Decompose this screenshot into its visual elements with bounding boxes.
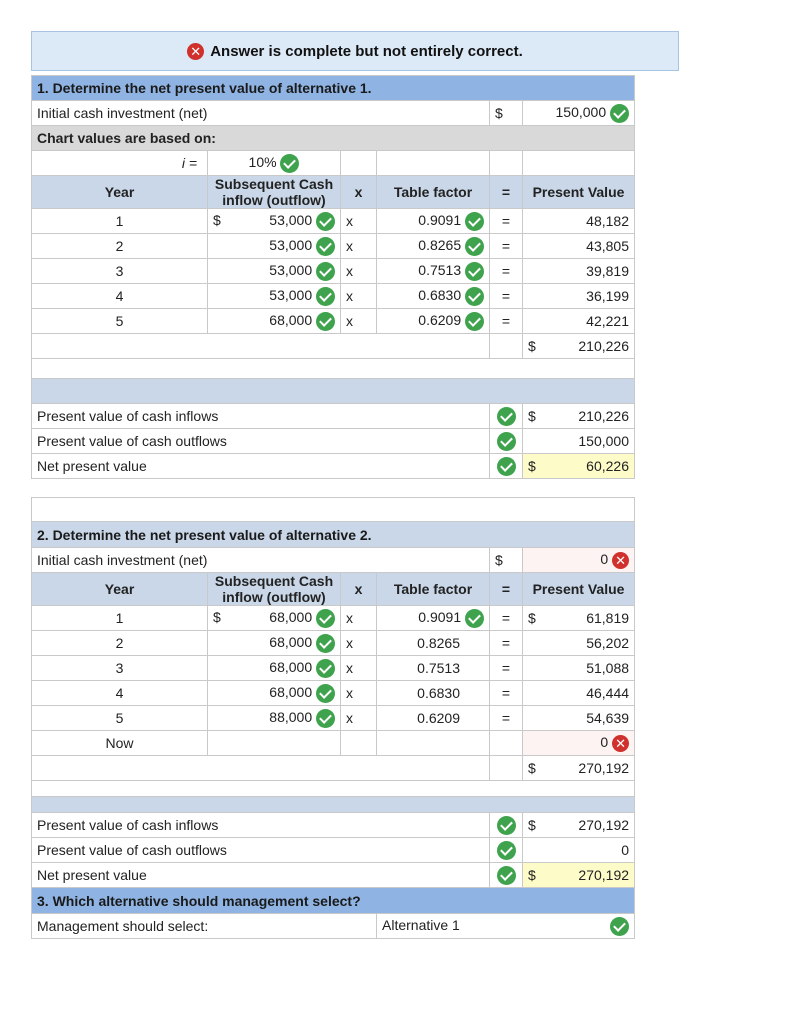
factor-value: 0.6830 <box>418 286 462 303</box>
cash-input[interactable] <box>208 259 341 284</box>
pv-value: 61,819 <box>586 610 630 626</box>
check-icon <box>316 684 335 703</box>
row-x: x <box>341 656 377 681</box>
row-year: 5 <box>32 309 208 334</box>
factor-value: 0.9091 <box>418 211 462 228</box>
factor-input[interactable] <box>377 209 490 234</box>
check-icon <box>610 917 629 936</box>
row-now: Now <box>32 731 208 756</box>
pv-value: 56,202 <box>523 631 635 656</box>
check-icon <box>465 609 484 628</box>
row-eq: = <box>490 631 523 656</box>
cash-value: 53,000 <box>269 286 313 303</box>
feedback-banner <box>31 31 679 71</box>
factor-input[interactable] <box>377 706 490 731</box>
check-icon <box>316 609 335 628</box>
total-value: 210,226 <box>578 338 629 354</box>
pv-outflows-input[interactable] <box>523 838 635 863</box>
alt2-table <box>31 497 635 939</box>
row-x: x <box>341 706 377 731</box>
cash-input[interactable] <box>208 631 341 656</box>
alt2-initial-dollar: $ <box>490 548 523 573</box>
cash-value: 53,000 <box>269 261 313 278</box>
check-icon <box>497 407 516 426</box>
alt1-initial-input[interactable] <box>523 101 635 126</box>
table-row <box>32 209 635 234</box>
row-x: x <box>341 681 377 706</box>
summary-value: 60,226 <box>586 458 629 474</box>
row-eq: = <box>490 681 523 706</box>
total-dollar: $ <box>528 338 536 354</box>
cash-input[interactable] <box>208 706 341 731</box>
factor-value: 0.7513 <box>417 660 460 676</box>
table-row <box>32 656 635 681</box>
alt1-table <box>31 75 635 479</box>
summary-value: 210,226 <box>578 408 629 424</box>
factor-input[interactable] <box>377 656 490 681</box>
row-eq: = <box>490 309 523 334</box>
table-row <box>32 234 635 259</box>
col-eq: = <box>490 573 523 606</box>
check-icon <box>316 287 335 306</box>
rate-label: i = <box>32 151 208 176</box>
rate-input[interactable] <box>208 151 341 176</box>
banner-message: Answer is complete but not entirely correct. <box>210 42 523 60</box>
now-input[interactable] <box>523 731 635 756</box>
check-icon <box>497 457 516 476</box>
row-eq: = <box>490 259 523 284</box>
table-row <box>32 681 635 706</box>
check-icon <box>316 312 335 331</box>
alt1-total <box>523 334 635 359</box>
row-eq: = <box>490 284 523 309</box>
col-factor: Table factor <box>377 176 490 209</box>
check-icon <box>316 634 335 653</box>
check-icon <box>497 816 516 835</box>
row-eq: = <box>490 606 523 631</box>
col-cash: Subsequent Cash inflow (outflow) <box>208 176 341 209</box>
row-x: x <box>341 209 377 234</box>
factor-input[interactable] <box>377 631 490 656</box>
factor-input[interactable] <box>377 681 490 706</box>
check-icon <box>497 866 516 885</box>
cash-input[interactable] <box>208 681 341 706</box>
incorrect-x-icon: ✕ <box>612 552 629 569</box>
factor-value: 0.6830 <box>417 685 460 701</box>
q3-label: Management should select: <box>32 914 377 939</box>
check-icon <box>465 262 484 281</box>
alt2-initial-label: Initial cash investment (net) <box>32 548 490 573</box>
incorrect-x-icon: ✕ <box>612 735 629 752</box>
table-row <box>32 631 635 656</box>
pv-outflows-label: Present value of cash outflows <box>32 838 490 863</box>
q3-select[interactable] <box>377 914 635 939</box>
total-value: 270,192 <box>578 760 630 776</box>
factor-value: 0.8265 <box>417 635 460 651</box>
cash-value: 68,000 <box>269 683 313 700</box>
row-dollar: $ <box>213 608 221 625</box>
pv-dollar: $ <box>528 610 536 626</box>
pv-value: 51,088 <box>523 656 635 681</box>
row-eq: = <box>490 209 523 234</box>
check-icon <box>316 659 335 678</box>
pv-value: 48,182 <box>523 209 635 234</box>
row-eq: = <box>490 706 523 731</box>
pv-value: 46,444 <box>523 681 635 706</box>
q3-answer: Alternative 1 <box>382 916 460 933</box>
row-year: 3 <box>32 259 208 284</box>
row-year: 3 <box>32 656 208 681</box>
table-row <box>32 284 635 309</box>
factor-value: 0.8265 <box>418 236 462 253</box>
check-icon <box>316 237 335 256</box>
row-x: x <box>341 631 377 656</box>
cash-value: 88,000 <box>269 708 313 725</box>
summary-value: 0 <box>621 842 630 858</box>
factor-value: 0.6209 <box>417 710 460 726</box>
npv-input[interactable] <box>523 863 635 888</box>
check-icon <box>465 287 484 306</box>
cash-input[interactable] <box>208 606 341 631</box>
row-x: x <box>341 259 377 284</box>
cash-input[interactable] <box>208 656 341 681</box>
factor-input[interactable] <box>377 309 490 334</box>
total-dollar: $ <box>528 760 536 776</box>
check-icon <box>465 312 484 331</box>
summary-value: 150,000 <box>578 433 629 449</box>
row-year: 2 <box>32 234 208 259</box>
pv-value: 42,221 <box>523 309 635 334</box>
row-year: 4 <box>32 681 208 706</box>
pv-outflows-label: Present value of cash outflows <box>32 429 490 454</box>
rate-value: 10% <box>248 153 277 170</box>
cash-value: 53,000 <box>269 236 313 253</box>
summary-dollar: $ <box>528 817 536 833</box>
pv-inflows-label: Present value of cash inflows <box>32 813 490 838</box>
cash-input[interactable] <box>208 234 341 259</box>
check-icon <box>316 709 335 728</box>
row-dollar: $ <box>213 211 221 228</box>
table-row <box>32 259 635 284</box>
row-eq: = <box>490 234 523 259</box>
table-row <box>32 309 635 334</box>
table-row <box>32 606 635 631</box>
alt1-title: 1. Determine the net present value of alternative 1. <box>32 76 635 101</box>
incorrect-x-icon: ✕ <box>187 43 204 60</box>
alt2-title: 2. Determine the net present value of alternative 2. <box>32 522 635 548</box>
alt2-initial-input[interactable] <box>523 548 635 573</box>
col-pv: Present Value <box>523 573 635 606</box>
pv-value: 36,199 <box>523 284 635 309</box>
factor-value: 0.9091 <box>418 608 462 625</box>
summary-dollar: $ <box>528 458 536 474</box>
chart-values-label: Chart values are based on: <box>32 126 635 151</box>
col-cash: Subsequent Cash inflow (outflow) <box>208 573 341 606</box>
check-icon <box>280 154 299 173</box>
check-icon <box>465 212 484 231</box>
col-eq: = <box>490 176 523 209</box>
alt2-initial-value: 0 <box>600 551 609 568</box>
check-icon <box>465 237 484 256</box>
factor-value: 0.6209 <box>418 311 462 328</box>
factor-value: 0.7513 <box>418 261 462 278</box>
factor-input[interactable] <box>377 284 490 309</box>
cash-value: 68,000 <box>269 608 313 625</box>
pv-value: 39,819 <box>523 259 635 284</box>
cash-input[interactable] <box>208 284 341 309</box>
row-year: 2 <box>32 631 208 656</box>
row-eq: = <box>490 656 523 681</box>
row-x: x <box>341 234 377 259</box>
row-x: x <box>341 606 377 631</box>
row-year: 1 <box>32 606 208 631</box>
pv-inflows-input[interactable] <box>523 404 635 429</box>
summary-dollar: $ <box>528 408 536 424</box>
alt1-rows <box>32 209 635 334</box>
cash-value: 68,000 <box>269 658 313 675</box>
row-x: x <box>341 284 377 309</box>
summary-value: 270,192 <box>578 867 630 883</box>
alt1-initial-value: 150,000 <box>555 103 607 120</box>
col-year: Year <box>32 573 208 606</box>
alt1-initial-label: Initial cash investment (net) <box>32 101 490 126</box>
pv-inflows-label: Present value of cash inflows <box>32 404 490 429</box>
table-row <box>32 706 635 731</box>
check-icon <box>316 212 335 231</box>
pv-outflows-input[interactable] <box>523 429 635 454</box>
npv-input[interactable] <box>523 454 635 479</box>
factor-input[interactable] <box>377 606 490 631</box>
col-x: x <box>341 176 377 209</box>
cash-value: 53,000 <box>269 211 313 228</box>
check-icon <box>497 841 516 860</box>
alt1-initial-dollar: $ <box>490 101 523 126</box>
pv-value: 54,639 <box>523 706 635 731</box>
cash-value: 68,000 <box>269 633 313 650</box>
col-x: x <box>341 573 377 606</box>
pv-value: 43,805 <box>523 234 635 259</box>
pv-value-cell <box>523 606 635 631</box>
factor-input[interactable] <box>377 259 490 284</box>
factor-input[interactable] <box>377 234 490 259</box>
npv-label: Net present value <box>32 863 490 888</box>
q3-title: 3. Which alternative should management select? <box>32 888 635 914</box>
row-year: 5 <box>32 706 208 731</box>
check-icon <box>497 432 516 451</box>
summary-dollar: $ <box>528 867 536 883</box>
col-pv: Present Value <box>523 176 635 209</box>
col-factor: Table factor <box>377 573 490 606</box>
check-icon <box>316 262 335 281</box>
npv-label: Net present value <box>32 454 490 479</box>
cash-input[interactable] <box>208 309 341 334</box>
cash-input[interactable] <box>208 209 341 234</box>
summary-value: 270,192 <box>578 817 630 833</box>
alt2-total <box>523 756 635 781</box>
check-icon <box>610 104 629 123</box>
row-year: 1 <box>32 209 208 234</box>
col-year: Year <box>32 176 208 209</box>
cash-value: 68,000 <box>269 311 313 328</box>
row-year: 4 <box>32 284 208 309</box>
pv-inflows-input[interactable] <box>523 813 635 838</box>
now-value: 0 <box>600 734 609 751</box>
row-x: x <box>341 309 377 334</box>
table-row <box>32 731 635 756</box>
